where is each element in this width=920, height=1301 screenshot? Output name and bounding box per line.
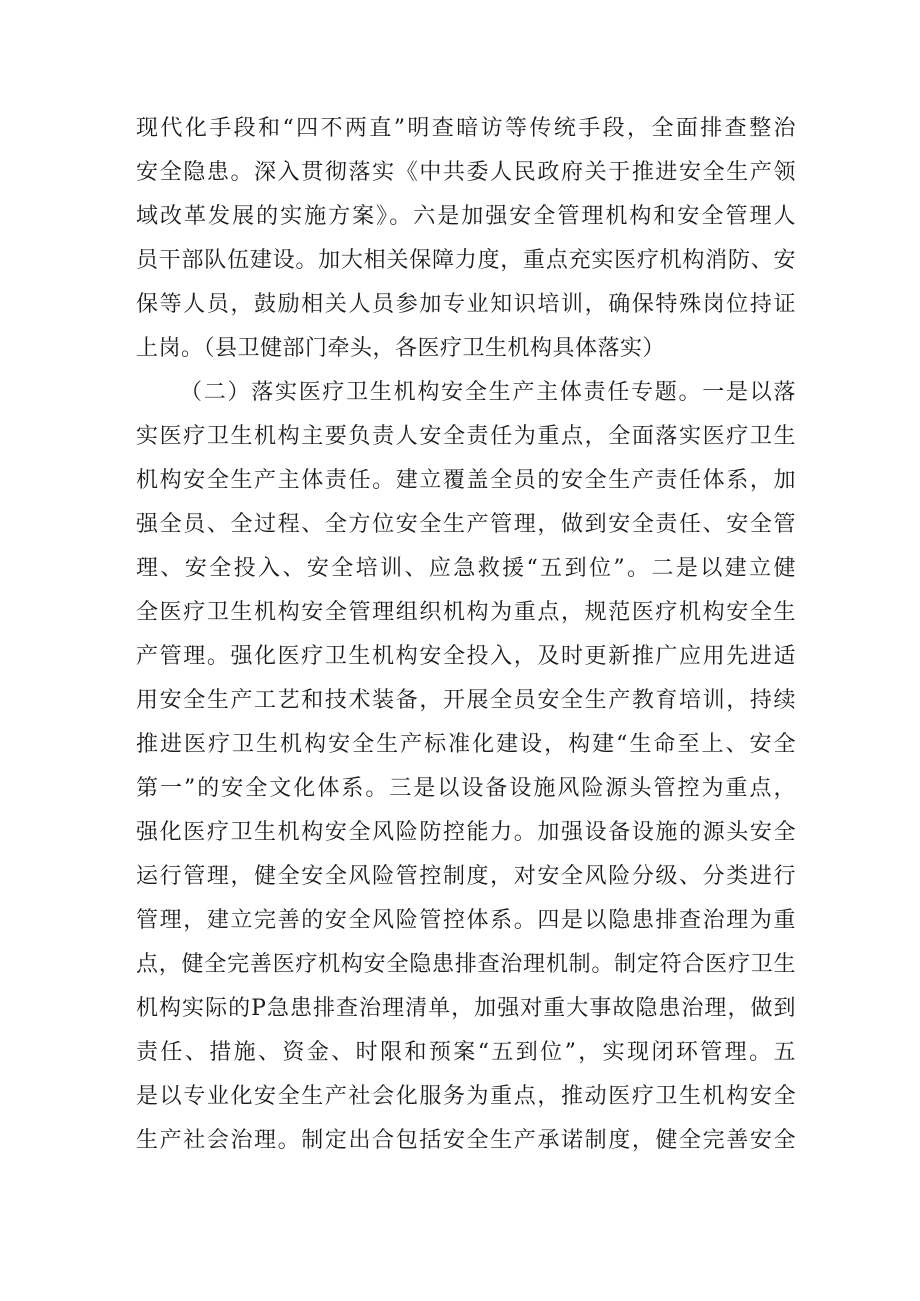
text-line: 全医疗卫生机构安全管理组织机构为重点，规范医疗机构安全生 xyxy=(136,600,796,625)
text-line: 保等人员，鼓励相关人员参加专业知识培训，确保特殊岗位持证 xyxy=(136,292,796,317)
text-line: 域改革发展的实施方案》。六是加强安全管理机构和安全管理人 xyxy=(136,204,796,229)
text-line: 是以专业化安全生产社会化服务为重点，推动医疗卫生机构安全 xyxy=(136,1084,796,1109)
text-line: 上岗。（县卫健部门牵头，各医疗卫生机构具体落实） xyxy=(136,336,666,361)
text-line: 产管理。强化医疗卫生机构安全投入，及时更新推广应用先进适 xyxy=(136,644,796,669)
text-line: 管理，建立完善的安全风险管控体系。四是以隐患排查治理为重 xyxy=(136,908,796,933)
text-line: 用安全生产工艺和技术装备，开展全员安全生产教育培训，持续 xyxy=(136,688,796,713)
text-line: 生产社会治理。制定出合包括安全生产承诺制度，健全完善安全 xyxy=(136,1128,796,1153)
text-line: 安全隐患。深入贯彻落实《中共委人民政府关于推进安全生产领 xyxy=(136,160,796,185)
text-line: 现代化手段和“四不两直”明查暗访等传统手段，全面排查整治 xyxy=(136,116,796,141)
text-line: 第一”的安全文化体系。三是以设备设施风险源头管控为重点， xyxy=(136,776,796,801)
text-line: 强全员、全过程、全方位安全生产管理，做到安全责任、安全管 xyxy=(136,512,796,537)
text-line: 实医疗卫生机构主要负责人安全责任为重点，全面落实医疗卫生 xyxy=(136,424,796,449)
text-line: 推进医疗卫生机构安全生产标准化建设，构建“生命至上、安全 xyxy=(136,732,796,757)
text-line: 员干部队伍建设。加大相关保障力度，重点充实医疗机构消防、安 xyxy=(136,248,796,273)
text-line: 机构实际的P急患排查治理清单，加强对重大事故隐患治理，做到 xyxy=(136,996,796,1021)
text-line: 责任、措施、资金、时限和预案“五到位”，实现闭环管理。五 xyxy=(136,1040,796,1065)
text-line: 强化医疗卫生机构安全风险防控能力。加强设备设施的源头安全 xyxy=(136,820,796,845)
text-line: 理、安全投入、安全培训、应急救援“五到位”。二是以建立健 xyxy=(136,556,796,581)
text-line: 机构安全生产主体责任。建立覆盖全员的安全生产责任体系，加 xyxy=(136,468,796,493)
text-line: 点，健全完善医疗机构安全隐患排查治理机制。制定符合医疗卫生 xyxy=(136,952,796,977)
text-line: 运行管理，健全安全风险管控制度，对安全风险分级、分类进行 xyxy=(136,864,796,889)
section-heading-line: （二）落实医疗卫生机构安全生产主体责任专题。一是以落 xyxy=(180,380,796,405)
